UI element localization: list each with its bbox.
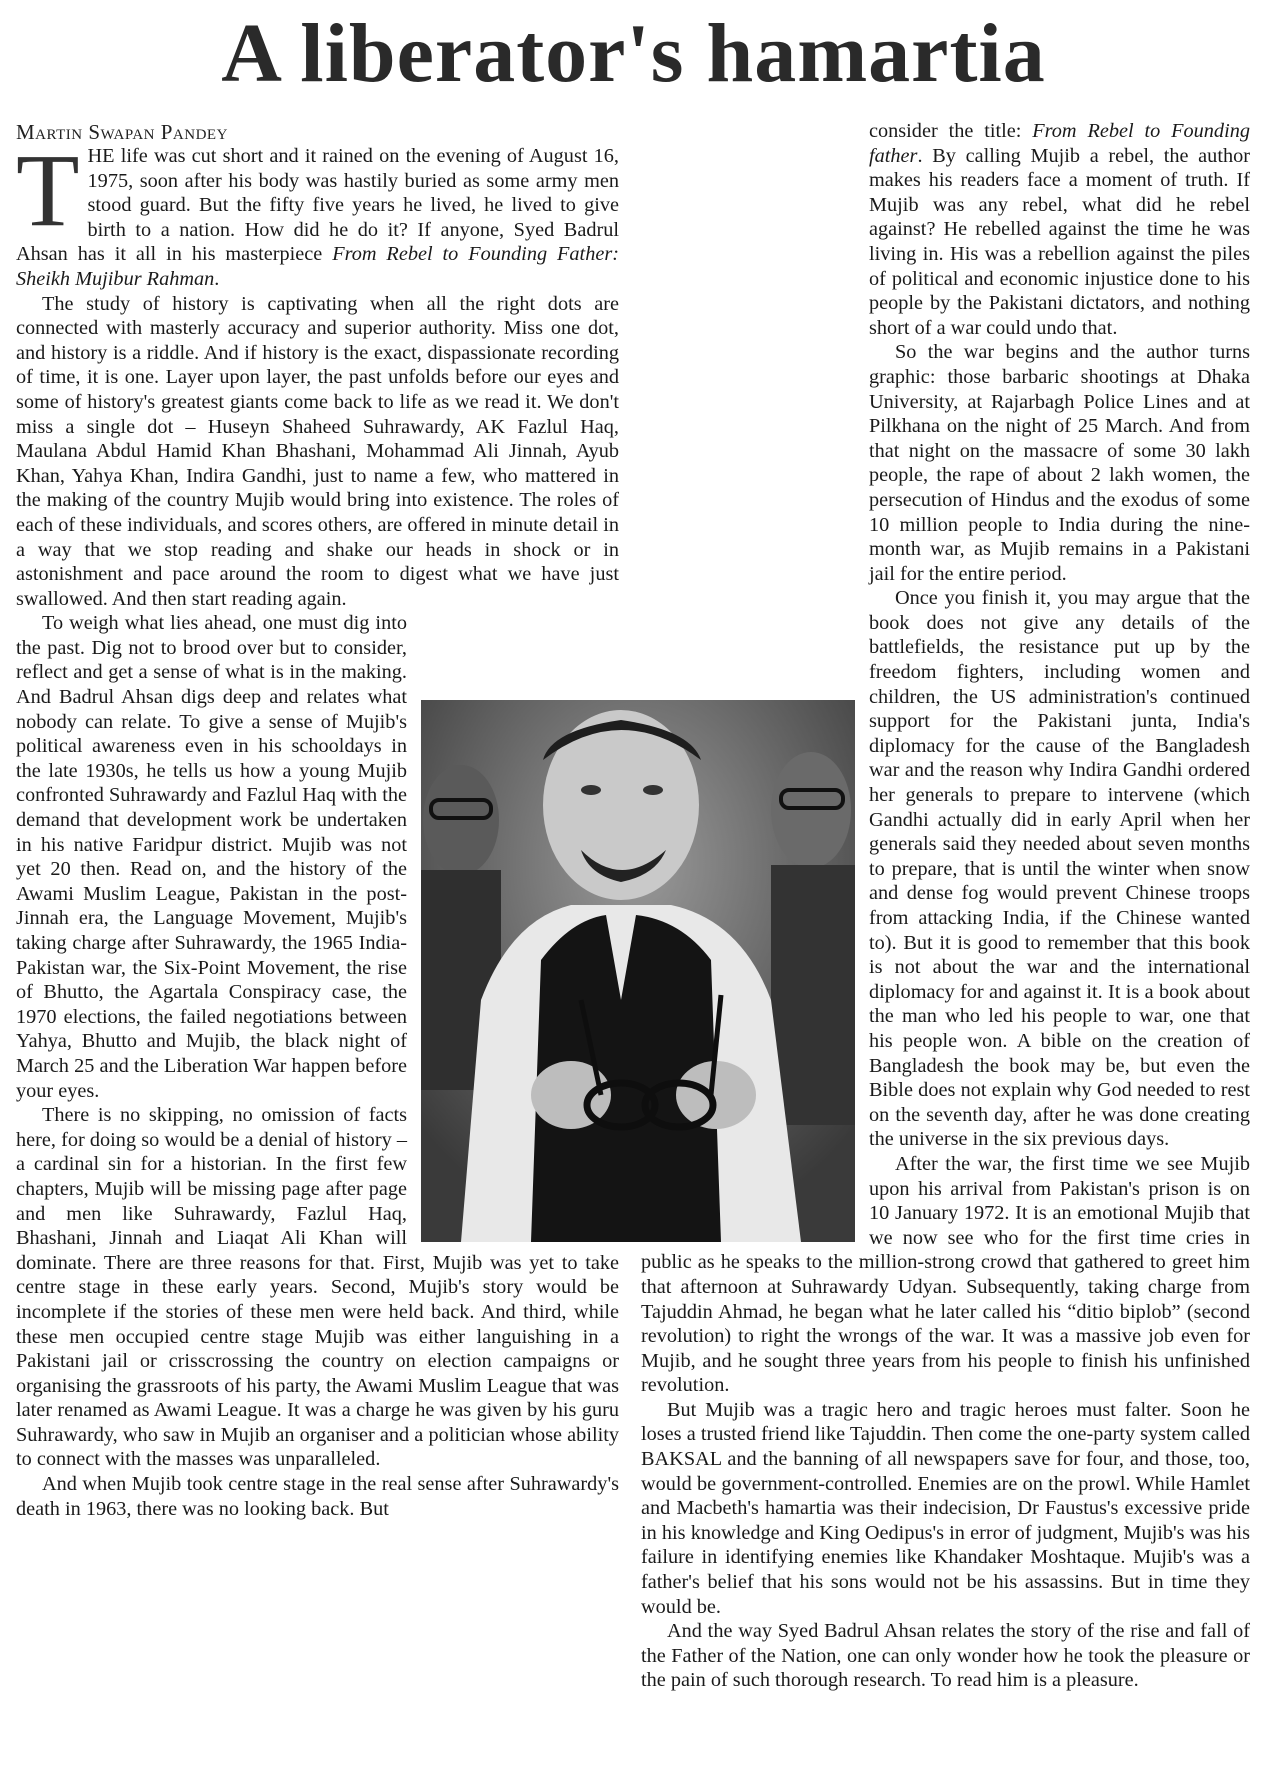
paragraph-1: THE life was cut short and it rained on the evening of August 16, 1975, soon after his body was hastily buried as some army men stood guard. But the fifty five years he lived, he lived to give birth to a nation. How did he do it? If anyone, Syed Badrul Ahsan has it all in his masterpiece From Rebel to Founding Father: Sheikh Mujibur Rahman.: [16, 133, 619, 290]
paragraph-6: consider the title: From Rebel to Founding father. By calling Mujib a rebel, the author makes his readers face a moment of truth. If Mujib was any rebel, what did he rebel against? He rebelled against the time he was living in. His was a rebellion against the piles of political and economic injustice done to his people by the Pakistani dictators, and nothing short of a war could undo that.: [869, 120, 1250, 339]
paragraph-4: There is no skipping, no omission of facts here, for doing so would be a denial of history – a cardinal sin for a historian. In the first few chapters, Mujib will be missing page after page and men like Suhrawardy, Fazlul Haq, Bhashani, Jinnah and Liaqat Ali Khan will dominate. There are three reasons for that. First, Mujib was yet to take centre stage in these early years. Second, Mujib's story would be incomplete if the stories of these men were held back. And third, while these men occupied centre stage Mujib was either languishing in a Pakistani jail or crisscrossing the country on election campaigns or organising the grassroots of his party, the Awami Muslim League that was later renamed as Awami League. It was a charge he was given by his guru Suhrawardy, who saw in Mujib an organiser and a politician whose ability to connect with the masses was unparalleled.: [16, 1104, 619, 1471]
byline: Martin Swapan Pandey: [16, 120, 228, 144]
mujib-photo: [421, 700, 855, 1242]
paragraph-9: After the war, the first time we see Mujib upon his arrival from Pakistan's prison is on 10 January 1972. It is an emotional Mujib that we now see who for the first time cries in public as he speaks to the million-strong crowd that gathered to greet him that afternoon at Suhrawardy Udyan. Subsequently, taking charge from Tajuddin Ahmad, he began what he later called his “ditio biplob” (second revolution) to right the wrongs of the war. It was a massive job even for Mujib, and he sought three years from his people to finish his unfinished revolution.: [641, 1152, 1250, 1397]
photo-illustration: [421, 700, 855, 1242]
paragraph-2: The study of history is captivating when all the right dots are connected with masterly accuracy and superior authority. Miss one dot, and history is a riddle. And if history is the exact, dispassionate recording of time, it is one. Layer upon layer, the past unfolds before our eyes and some of history's greatest giants come back to life as we read it. We don't miss a single dot – Huseyn Shaheed Suhrawardy, AK Fazlul Haq, Maulana Abdul Hamid Khan Bhashani, Mohammad Ali Jinnah, Ayub Khan, Yahya Khan, Indira Gandhi, just to name a few, who mattered in the making of the country Mujib would bring into existence. The roles of each of these individuals, and scores others, are offered in minute detail in a way that we stop reading and shake our heads in shock or in astonishment and pace around the room to digest what we have just swallowed. And then start reading again.: [16, 292, 619, 610]
paragraph-5: And when Mujib took centre stage in the real sense after Suhrawardy's death in 1963, there was no looking back. But: [16, 1473, 619, 1520]
book-title-short: From Rebel to Founding father: [869, 120, 1250, 167]
paragraph-11: And the way Syed Badrul Ahsan relates the story of the rise and fall of the Father of the Nation, one can only wonder how he took the pleasure or the pain of such thorough research. To read him is a pleasure.: [641, 1620, 1250, 1692]
paragraph-3: To weigh what lies ahead, one must dig into the past. Dig not to brood over but to consider, reflect and get a sense of what is in the making. And Badrul Ahsan digs deep and relates what nobody can relate. To give a sense of Mujib's political awareness even in his schooldays in the late 1930s, he tells us how a young Mujib confronted Suhrawardy and Fazlul Haq with the demand that development work be undertaken in his native Faridpur district. Mujib was not yet 20 then. Read on, and the history of the Awami Muslim League, Pakistan in the post-Jinnah era, the Language Movement, Mujib's taking charge after Suhrawardy, the 1965 India-Pakistan war, the Six-Point Movement, the rise of Bhutto, the Agartala Conspiracy case, the 1970 elections, the failed negotiations between Yahya, Bhutto and Mujib, the black night of March 25 and the Liberation War happen before your eyes.: [16, 612, 407, 1102]
headline: A liberator's hamartia: [221, 7, 1046, 100]
paragraph-8: Once you finish it, you may argue that the book does not give any details of the battlefields, the resistance put up by the freedom fighters, including women and children, the US administration's continued support for the Pakistani junta, India's diplomacy for the cause of the Bangladesh war and the reason why Indira Gandhi ordered her generals to prepare to intervene (which Gandhi actually did in early April when her generals said they needed about seven months to prepare, that is until the winter when snow and dense fog would prevent Chinese troops from attacking India, if the Chinese wanted to). But it is good to remember that this book is not about the war and the international diplomacy for and against it. It is a book about the man who led his people to war, one that his people won. A bible on the creation of Bangladesh the book may be, but even the Bible does not explain why God needed to rest on the seventh day, after he was done creating the universe in the six previous days.: [869, 587, 1250, 1151]
book-title: From Rebel to Founding Father: Sheikh Mujibur Rahman: [16, 243, 619, 290]
paragraph-10: But Mujib was a tragic hero and tragic heroes must falter. Soon he loses a trusted friend like Tajuddin. Then come the one-party system called BAKSAL and the banning of all newspapers save for four, and those, too, would be government-controlled. Enemies are on the prowl. While Hamlet and Macbeth's hamartia was their indecision, Dr Faustus's excessive pride in his knowledge and King Oedipus's in error of judgment, Mujib's was his failure in identifying enemies like Khandaker Moshtaque. Mujib's was a father's belief that his sons would not be his assassins. But in time they would be.: [641, 1398, 1250, 1618]
paragraph-7: So the war begins and the author turns graphic: those barbaric shootings at Dhaka University, at Rajarbagh Police Lines and at Pilkhana on the night of 25 March. And from that night on the massacre of some 30 lakh people, the rape of about 2 lakh women, the persecution of Hindus and the exodus of some 10 million people to India during the nine-month war, as Mujib remains in a Pakistani jail for the entire period.: [869, 341, 1250, 585]
drop-cap: T: [16, 133, 80, 248]
